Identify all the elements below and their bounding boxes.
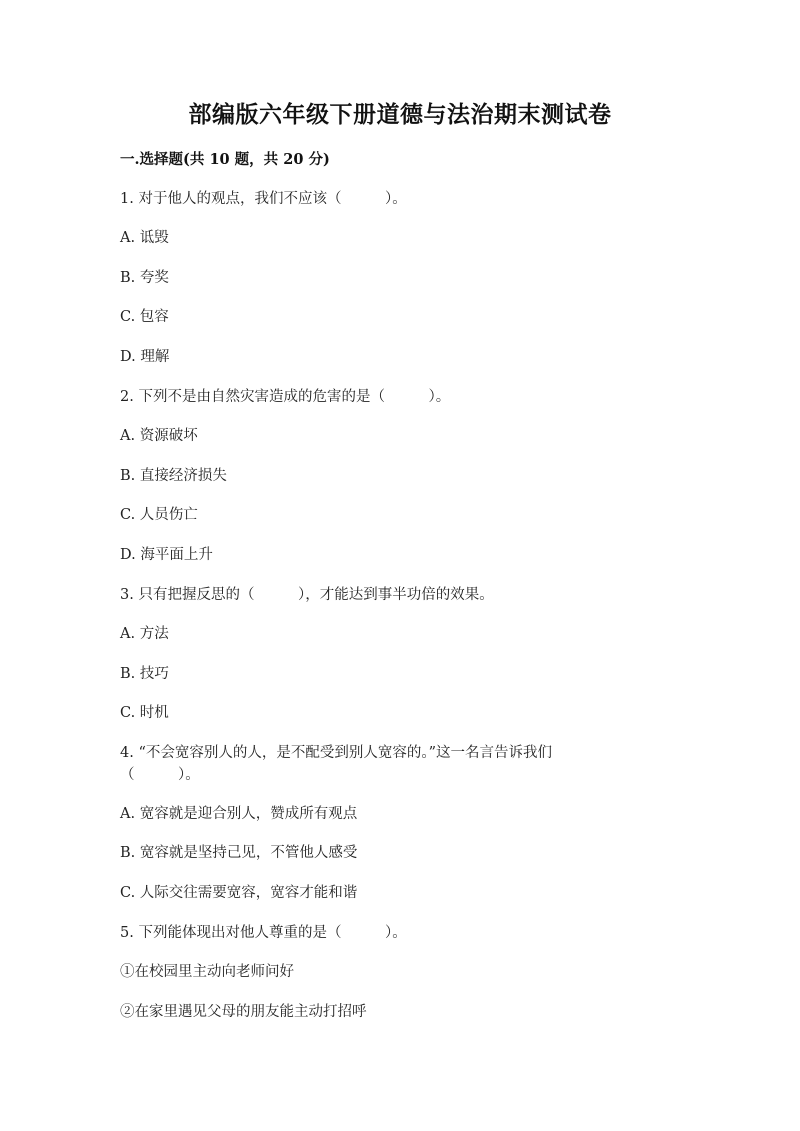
question-3-stem: 3. 只有把握反思的（ ），才能达到事半功倍的效果。 — [120, 587, 494, 603]
question-5-item-2: ②在家里遇见父母的朋友能主动打招呼 — [120, 1004, 367, 1020]
question-1-option-b: B. 夸奖 — [120, 270, 169, 286]
question-2-option-a: A. 资源破坏 — [120, 428, 198, 444]
question-3-option-a: A. 方法 — [120, 626, 169, 642]
question-1-option-a: A. 诋毁 — [120, 230, 169, 246]
question-5-stem: 5. 下列能体现出对他人尊重的是（ ）。 — [120, 925, 407, 941]
section-heading: 一.选择题(共 10 题，共 20 分) — [120, 151, 330, 168]
page-title: 部编版六年级下册道德与法治期末测试卷 — [188, 101, 612, 128]
question-3-option-b: B. 技巧 — [120, 666, 169, 682]
question-1-option-c: C. 包容 — [120, 309, 169, 325]
question-4-option-c: C. 人际交往需要宽容，宽容才能和谐 — [120, 885, 358, 901]
question-3-option-c: C. 时机 — [120, 705, 169, 721]
question-1-stem: 1. 对于他人的观点，我们不应该（ ）。 — [120, 191, 407, 207]
question-2-stem: 2. 下列不是由自然灾害造成的危害的是（ ）。 — [120, 389, 451, 405]
question-4-stem-line1: 4. “不会宽容别人的人，是不配受到别人宽容的。”这一名言告诉我们 — [120, 745, 553, 761]
question-4-option-b: B. 宽容就是坚持己见，不管他人感受 — [120, 845, 358, 861]
question-4-stem-line2: （ ）。 — [120, 767, 200, 783]
question-1-option-d: D. 理解 — [120, 349, 170, 365]
question-5-item-1: ①在校园里主动向老师问好 — [120, 964, 294, 980]
question-2-option-d: D. 海平面上升 — [120, 547, 213, 563]
question-2-option-c: C. 人员伤亡 — [120, 507, 198, 523]
question-4-option-a: A. 宽容就是迎合别人，赞成所有观点 — [120, 806, 358, 822]
question-2-option-b: B. 直接经济损失 — [120, 468, 227, 484]
